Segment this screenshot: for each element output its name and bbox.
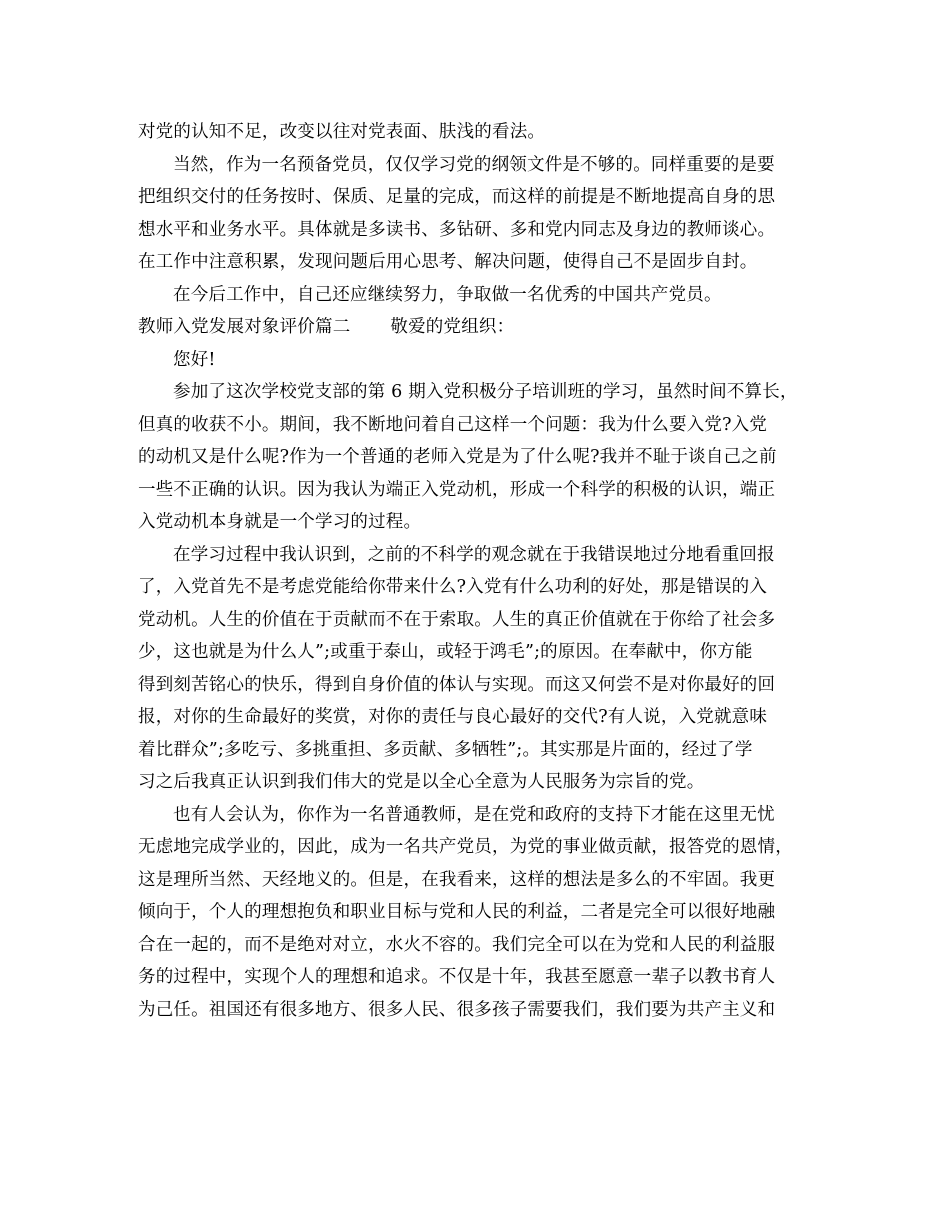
text-line: 的动机又是什么呢?作为一个普通的老师入党是为了什么呢?我并不耻于谈自己之前 (138, 447, 777, 467)
text-line: 但真的收获不小。期间，我不断地问着自己这样一个问题：我为什么要入党?入党 (138, 414, 768, 435)
text-line: 倾向于，个人的理想抱负和职业目标与党和人民的利益，二者是完全可以很好地融 (138, 902, 776, 922)
text-line: 也有人会认为，你作为一名普通教师，是在党和政府的支持下才能在这里无忧 (173, 804, 775, 825)
text-line: 合在一起的，而不是绝对对立，水火不容的。我们完全可以在为党和人民的利益服 (138, 934, 776, 955)
text-line: 在学习过程中我认识到，之前的不科学的观念就在于我错误地过分地看重回报 (173, 544, 775, 565)
section-title: 教师入党发展对象评价篇二 (138, 317, 351, 337)
text-line: 在工作中注意积累，发现问题后用心思考、解决问题，使得自己不是固步自封。 (138, 252, 758, 272)
text-line: 您好! (173, 349, 216, 370)
text-line: 一些不正确的认识。因为我认为端正入党动机，形成一个科学的积极的认识，端正 (138, 479, 776, 500)
text-line: 在今后工作中，自己还应继续努力，争取做一名优秀的中国共产党员。 (173, 284, 722, 305)
text-line: 得到刻苦铭心的快乐，得到自身价值的体认与实现。而这又何尝不是对你最好的回 (138, 674, 776, 695)
text-line: 着比群众”;多吃亏、多挑重担、多贡献、多牺牲”;。其实那是片面的，经过了学 (138, 739, 753, 760)
section-heading-row (138, 311, 814, 344)
text-line: 把组织交付的任务按时、保质、足量的完成，而这样的前提是不断地提高自身的思 (138, 187, 776, 207)
paragraph-block-1 (138, 116, 814, 311)
text-line: 报，对你的生命最好的奖赏，对你的责任与良心最好的交代?有人说，入党就意味 (138, 707, 768, 727)
text-line: 习之后我真正认识到我们伟大的党是以全心全意为人民服务为宗旨的党。 (138, 772, 705, 792)
document-page (138, 116, 814, 1026)
text-line: 无虑地完成学业的，因此，成为一名共产党员，为党的事业做贡献，报答党的恩情， (138, 837, 793, 857)
text-line: 了，入党首先不是考虑党能给你带来什么?入党有什么功利的好处，那是错误的入 (138, 577, 768, 597)
text-line: 参加了这次学校党支部的第 6 期入党积极分子培训班的学习，虽然时间不算长， (173, 382, 798, 402)
text-line: 党动机。人生的价值在于贡献而不在于索取。人生的真正价值就在于你给了社会多 (138, 609, 776, 630)
text-line: 务的过程中，实现个人的理想和追求。不仅是十年，我甚至愿意一辈子以教书育人 (138, 967, 776, 987)
text-line: 这是理所当然、天经地义的。但是，在我看来，这样的想法是多么的不牢固。我更 (138, 869, 776, 890)
text-line: 入党动机本身就是一个学习的过程。 (138, 512, 422, 532)
salutation: 敬爱的党组织： (390, 317, 515, 337)
text-line: 对党的认知不足，改变以往对党表面、肤浅的看法。 (138, 122, 546, 142)
text-line: 想水平和业务水平。具体就是多读书、多钻研、多和党内同志及身边的教师谈心。 (138, 219, 776, 240)
text-line: 少，这也就是为什么人”;或重于泰山，或轻于鸿毛”;的原因。在奉献中，你方能 (138, 642, 753, 662)
text-line: 为己任。祖国还有很多地方、很多人民、很多孩子需要我们，我们要为共产主义和 (138, 999, 776, 1020)
paragraph-block-2 (138, 344, 814, 1027)
text-line: 当然，作为一名预备党员，仅仅学习党的纲领文件是不够的。同样重要的是要 (173, 154, 775, 175)
